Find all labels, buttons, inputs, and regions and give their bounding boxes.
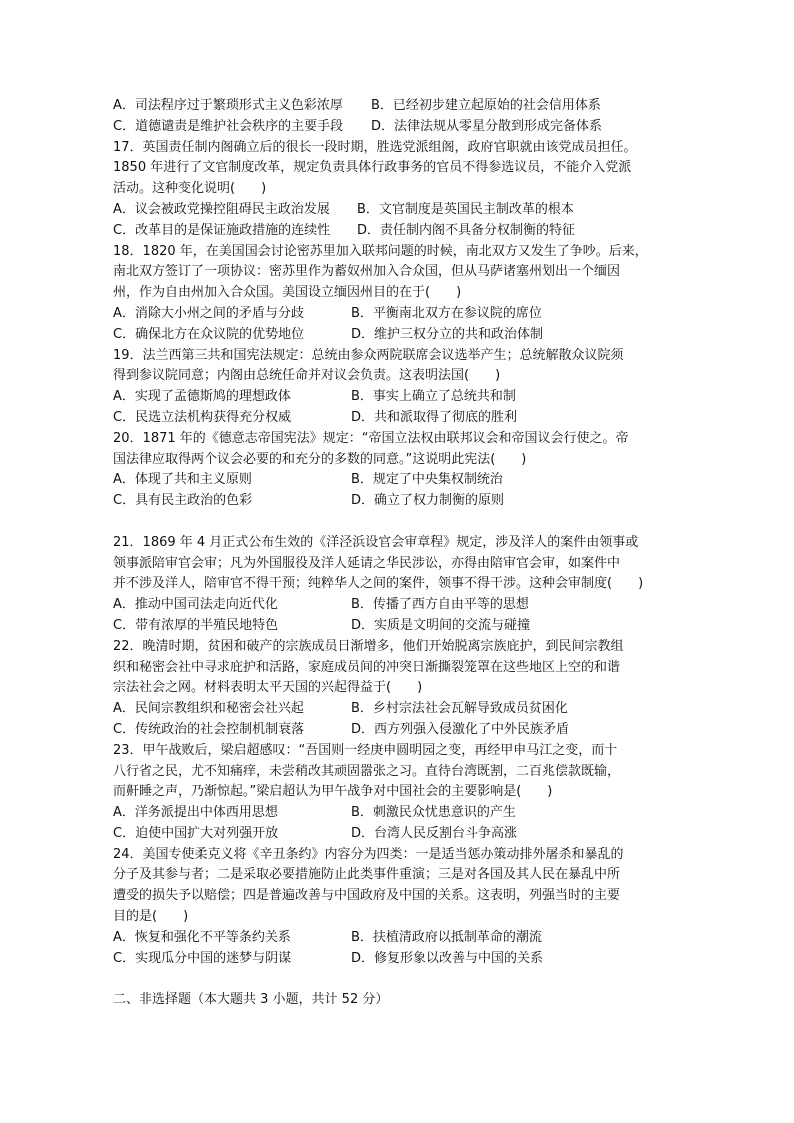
- q24-options-row2: [113, 949, 693, 970]
- q22-stem-line: 22．晚清时期，贫困和破产的宗族成员日渐增多，他们开始脱离宗族庇护，到民间宗教组: [113, 638, 624, 654]
- q16-options-row1: [113, 96, 693, 117]
- q18-option-d: D．维护三权分立的共和政治体制: [351, 326, 544, 342]
- q16-option-d: D．法律法规从零星分散到形成完备体系: [371, 118, 603, 134]
- q20-option-d: D．确立了权力制衡的原则: [351, 493, 505, 509]
- q21-stem-line: 并不涉及洋人，陪审官不得干预；纯粹华人之间的案件，领事不得干涉。这种会审制度( ): [113, 576, 644, 592]
- q23-options-row2: [113, 824, 693, 845]
- q22-stem-line: 宗法社会之网。材料表明太平天国的兴起得益于( ): [113, 680, 423, 696]
- q23-options-row1: [113, 803, 693, 824]
- q24-options-row1: [113, 928, 693, 949]
- q20-stem-line: 20．1871 年的《德意志帝国宪法》规定：“帝国立法权由联邦议会和帝国议会行使之。帝: [113, 430, 629, 446]
- q23-option-c: C．迫使中国扩大对列强开放: [113, 825, 279, 841]
- q24-option-a: A．恢复和强化不平等条约关系: [113, 929, 291, 945]
- q17-stem-line: 17．英国责任制内阁确立后的很长一段时期，胜选党派组阁，政府官职就由该党成员担任。: [113, 139, 637, 155]
- q19-stem-line: 得到参议院同意；内阁由总统任命并对议会负责。这表明法国( ): [113, 368, 501, 384]
- q18-options-row1: [113, 304, 693, 325]
- q24-stem-line: 遭受的损失予以赔偿；四是普遍改善与中国政府及中国的关系。这表明，列强当时的主要: [113, 888, 621, 904]
- q17-option-a: A．议会被政党操控阻碍民主政治发展: [113, 201, 330, 217]
- q18-stem-line: 南北双方签订了一项协议：密苏里作为蓄奴州加入合众国，但从马萨诸塞州划出一个缅因: [113, 264, 621, 280]
- q17-option-d: D．责任制内阁不具备分权制衡的特征: [357, 222, 576, 238]
- q20-stem-line: 国法律应取得两个议会必要的和充分的多数的同意。”这说明此宪法( ): [113, 451, 527, 467]
- q24-stem-line: 目的是( ): [113, 909, 189, 925]
- q19-options-row1: [113, 387, 693, 408]
- q24-stem-line: 分子及其参与者；二是采取必要措施防止此类事件重演；三是对各国及其人民在暴乱中所: [113, 867, 621, 883]
- q20-options-row1: [113, 470, 693, 491]
- q22-option-c: C．传统政治的社会控制机制衰落: [113, 721, 305, 737]
- section-heading: 二、非选择题（本大题共 3 小题，共计 52 分）: [113, 992, 389, 1008]
- q19-option-d: D．共和派取得了彻底的胜利: [351, 409, 518, 425]
- q22-option-a: A．民间宗教组织和秘密会社兴起: [113, 701, 304, 717]
- q20-option-a: A．体现了共和主义原则: [113, 472, 252, 488]
- exam-content: [113, 96, 693, 1011]
- q23-stem-line: 八行省之民，尤不知痛痒，未尝稍改其顽固嚣张之习。直待台湾既割，二百兆偿款既输，: [113, 763, 621, 779]
- q18-stem-line: 州，作为自由州加入合众国。美国设立缅因州目的在于( ): [113, 285, 462, 301]
- q24-option-d: D．修复形象以改善与中国的关系: [351, 950, 544, 966]
- q18-stem-line: 18．1820 年，在美国国会讨论密苏里加入联邦问题的时候，南北双方又发生了争吵。后来，: [113, 243, 648, 259]
- q24-option-b: B．扶植清政府以抵制革命的潮流: [351, 929, 542, 945]
- q19-stem-line: 19．法兰西第三共和国宪法规定：总统由参众两院联席会议选举产生；总统解散众议院须: [113, 347, 624, 363]
- q21-option-a: A．推动中国司法走向近代化: [113, 597, 278, 613]
- q16-option-b: B．已经初步建立起原始的社会信用体系: [371, 98, 601, 113]
- q19-option-a: A．实现了孟德斯鸠的理想政体: [113, 389, 291, 405]
- q17-stem-line: 活动。这种变化说明( ): [113, 181, 267, 197]
- q24-option-c: C．实现瓜分中国的迷梦与阴谋: [113, 950, 292, 966]
- q16-option-a: A．司法程序过于繁琐形式主义色彩浓厚: [113, 98, 343, 113]
- spacer: [113, 512, 693, 533]
- q21-option-b: B．传播了西方自由平等的思想: [351, 597, 529, 613]
- q18-option-a: A．消除大小州之间的矛盾与分歧: [113, 305, 304, 321]
- q23-option-a: A．洋务派提出中体西用思想: [113, 805, 278, 821]
- q22-option-b: B．乡村宗法社会瓦解导致成员贫困化: [351, 701, 568, 717]
- q20-option-c: C．具有民主政治的色彩: [113, 493, 253, 509]
- q18-option-b: B．平衡南北双方在参议院的席位: [351, 305, 542, 321]
- q21-stem-line: 领事派陪审官会审；凡为外国服役及洋人延请之华民涉讼，亦得由陪审官会审，如案件中: [113, 555, 621, 571]
- q24-stem-line: 24．美国专使柔克义将《辛丑条约》内容分为四类：一是适当惩办策动排外屠杀和暴乱的: [113, 846, 624, 862]
- q23-option-b: B．刺激民众忧患意识的产生: [351, 805, 516, 821]
- q18-option-c: C．确保北方在众议院的优势地位: [113, 326, 305, 342]
- q21-stem-line: 21．1869 年 4 月正式公布生效的《洋泾浜设官会审章程》规定，涉及洋人的案件由领事或: [113, 534, 639, 550]
- q22-stem-line: 织和秘密会社中寻求庇护和活路，家庭成员间的冲突日渐撕裂笼罩在这些地区上空的和谐: [113, 659, 621, 675]
- q23-stem-line: 23．甲午战败后，梁启超感叹：“吾国则一经庚申圆明园之变，再经甲申马江之变，而十: [113, 742, 618, 758]
- q17-options-row1: [113, 200, 693, 221]
- q23-stem-line: 而鼾睡之声，乃渐惊起。”梁启超认为甲午战争对中国社会的主要影响是( ): [113, 784, 553, 800]
- q17-option-c: C．改革目的是保证施政措施的连续性: [113, 222, 331, 238]
- q21-option-c: C．带有浓厚的半殖民地特色: [113, 617, 279, 633]
- q21-option-d: D．实质是文明间的交流与碰撞: [351, 617, 531, 633]
- q16-options-row2: [113, 117, 693, 138]
- q22-options-row1: [113, 699, 693, 720]
- q23-option-d: D．台湾人民反割台斗争高涨: [351, 825, 518, 841]
- q17-stem-line: 1850 年进行了文官制度改革，规定负责具体行政事务的官员不得参选议员，不能介入党派: [113, 160, 632, 176]
- q22-option-d: D．西方列强入侵激化了中外民族矛盾: [351, 721, 570, 737]
- q17-options-row2: [113, 221, 693, 242]
- q22-options-row2: [113, 720, 693, 741]
- q18-options-row2: [113, 325, 693, 346]
- spacer: [113, 969, 693, 990]
- q20-options-row2: [113, 491, 693, 512]
- q19-option-b: B．事实上确立了总统共和制: [351, 389, 516, 405]
- q21-options-row1: [113, 595, 693, 616]
- q20-option-b: B．规定了中央集权制统治: [351, 472, 503, 488]
- q19-option-c: C．民选立法机构获得充分权威: [113, 409, 292, 425]
- q16-option-c: C．道德谴责是维护社会秩序的主要手段: [113, 118, 344, 134]
- q17-option-b: B．文官制度是英国民主制改革的根本: [357, 201, 574, 217]
- q19-options-row2: [113, 408, 693, 429]
- q21-options-row2: [113, 616, 693, 637]
